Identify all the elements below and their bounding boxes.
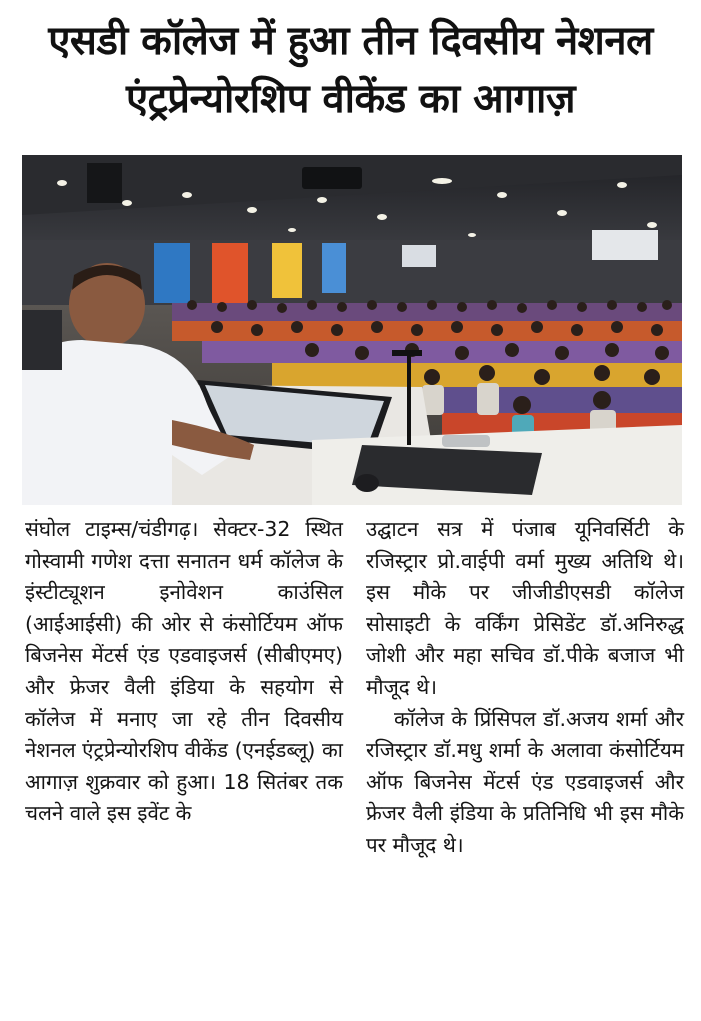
article-column-right xyxy=(366,514,684,862)
headline-line-1: एसडी कॉलेज में हुआ तीन दिवसीय नेशनल xyxy=(48,18,653,64)
headline-line-2: एंट्रप्रेन्योरशिप वीकेंड का आगाज़ xyxy=(125,76,576,122)
seminar-hall-photo-icon xyxy=(22,155,682,505)
article-column-left xyxy=(25,514,343,830)
headline xyxy=(0,12,701,128)
article-right-paragraph-1: उद्घाटन सत्र में पंजाब यूनिवर्सिटी के रजिस्ट्रार प्रो.वाईपी वर्मा मुख्य अतिथि थे। इस मौके पर जीजीडीएसडी कॉलेज सोसाइटी के वर्किंग प्रेसिडेंट डॉ.अनिरुद्ध जोशी और महा सचिव डॉ.पीके बजाज भी मौजूद थे। xyxy=(366,517,684,699)
article-right-paragraph-2: कॉलेज के प्रिंसिपल डॉ.अजय शर्मा और रजिस्ट्रार डॉ.मधु शर्मा के अलावा कंसोर्टियम ऑफ बिजनेस मेंटर्स एंड एडवाइजर्स और फ्रेजर वैली इंडिया के प्रतिनिधि भी इस मौके पर मौजूद थे। xyxy=(366,706,684,857)
news-photo xyxy=(22,155,682,505)
article-left-paragraph-1: संघोल टाइम्स/चंडीगढ़। सेक्टर-32 स्थित गोस्वामी गणेश दत्ता सनातन धर्म कॉलेज के इंस्टीट्यूशन इनोवेशन काउंसिल (आईआईसी) की ओर से कंसोर्टियम ऑफ बिजनेस मेंटर्स एंड एडवाइजर्स (सीबीएमए) और फ्रेजर वैली इंडिया के सहयोग से कॉलेज में मनाए जा रहे तीन दिवसीय नेशनल एंट्रप्रेन्योरशिप वीकेंड (एनईडब्लू) का आगाज़ शुक्रवार को हुआ। 18 सितंबर तक चलने वाले इस इवेंट के xyxy=(25,517,343,826)
